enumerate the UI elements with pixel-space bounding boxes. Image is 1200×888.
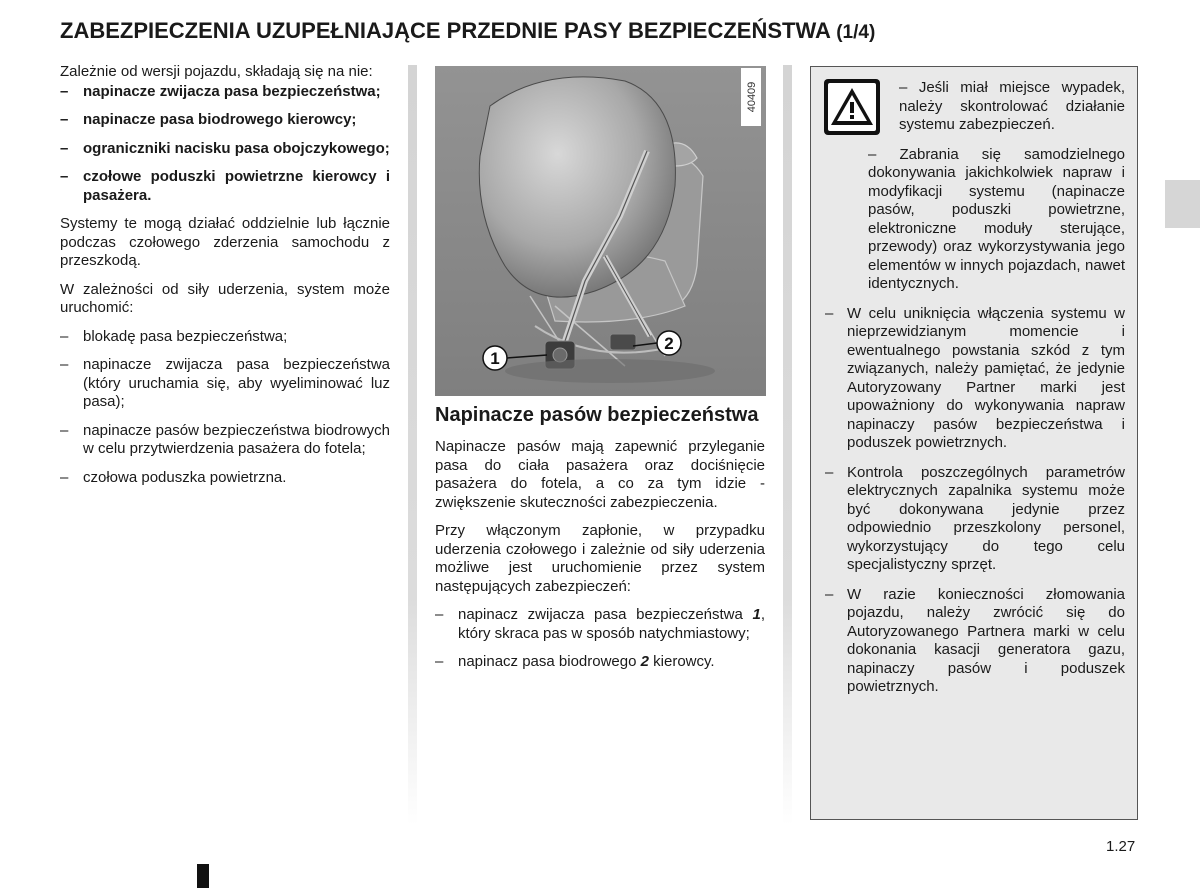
list-item-text: napinacz zwijacza pasa bezpieczeństwa bbox=[458, 606, 743, 623]
list-item: – napinacze zwijacza pasa bezpieczeństwa; bbox=[60, 83, 390, 102]
list-item: – blokadę pasa bezpieczeństwa; bbox=[60, 328, 390, 347]
list-item bbox=[435, 606, 765, 643]
figure-code: 40409 bbox=[746, 81, 758, 113]
warning-paragraph: – Zabrania się samodzielnego dokonywania jakichkolwiek napraw i modyfikacji systemu (napinacze pasów, poduszki powietrzne, elektroniczne moduły sterujące, przewody) oraz wykorzystywania jego elementów w innych pojazdach, nawet identycznych. bbox=[868, 145, 1125, 292]
systems-paragraph: Systemy te mogą działać oddzielnie lub łącznie podczas czołowego zderzenia samochodu z przeszkodą. bbox=[60, 215, 390, 269]
page-title-text: ZABEZPIECZENIA UZUPEŁNIAJĄCE PRZEDNIE PASY BEZPIECZEŃSTWA bbox=[60, 18, 831, 43]
warning-paragraph: – Jeśli miał miejsce wypadek, należy skontrolować działanie systemu zabezpieczeń. bbox=[899, 79, 1125, 133]
list-item: – czołowe poduszki powietrzne kierowcy i pasażera. bbox=[60, 168, 390, 205]
ignition-paragraph: Przy włączonym zapłonie, w przypadku uderzenia czołowego i zależnie od siły uderzenia możliwe jest uruchomienie przez system następujących zabezpieczeń: bbox=[435, 522, 765, 595]
pretensioner-list bbox=[435, 606, 765, 672]
impact-paragraph: W zależności od siły uderzenia, system może uruchomić: bbox=[60, 280, 390, 316]
callout-2-label: 2 bbox=[664, 334, 674, 353]
warning-list-item: – W celu uniknięcia włączenia systemu w nieprzewidzianym momencie i ewentualnego powstania szkód z tym związanych, należy pamiętać, że jedynie Autoryzowany Partner marki jest upoważniony do wykonywania napraw napinaczy pasów bezpieczeństwa i poduszek powietrznych. bbox=[825, 305, 1125, 453]
section-heading: Napinacze pasów bezpieczeństwa bbox=[435, 404, 759, 426]
column-middle bbox=[435, 403, 765, 682]
column-divider bbox=[408, 65, 417, 825]
chapter-tab bbox=[1165, 180, 1200, 228]
list-item: – napinacze zwijacza pasa bezpieczeństwa (który uruchamia się, aby wyeliminować luz pasa); bbox=[60, 356, 390, 412]
crop-mark bbox=[197, 864, 209, 888]
page-title bbox=[60, 18, 875, 44]
reference-number: 1 bbox=[752, 606, 761, 623]
list-item bbox=[435, 653, 765, 672]
page-number: 1.27 bbox=[1106, 838, 1136, 855]
list-item-text: , który skraca pas w sposób natychmiastowy; bbox=[458, 606, 765, 642]
illustration-graphic bbox=[435, 66, 766, 396]
activation-list bbox=[60, 328, 390, 488]
page-title-part: (1/4) bbox=[836, 22, 876, 43]
reference-number: 2 bbox=[640, 653, 649, 670]
column-left bbox=[60, 63, 390, 497]
list-item-text: napinacz pasa biodrowego bbox=[458, 653, 637, 670]
seatbelt-pretensioner-illustration bbox=[435, 66, 766, 396]
column-divider bbox=[783, 65, 792, 825]
warning-list-item: – Kontrola poszczególnych parametrów elektrycznych zapalnika systemu może być dokonywana jedynie przez odpowiednio przeszkolony personel, wykorzystujący do tego celu specjalistyczny sprzęt. bbox=[825, 464, 1125, 575]
list-item: – napinacze pasów bezpieczeństwa biodrowych w celu przytwierdzenia pasażera do fotela; bbox=[60, 422, 390, 459]
warning-list-item: – W razie konieczności złomowania pojazdu, należy zwrócić się do Autoryzowanego Partnera marki w celu dokonania kasacji generatora gazu, napinaczy pasów i poduszek powietrznych. bbox=[825, 586, 1125, 697]
warning-box bbox=[810, 66, 1138, 820]
list-item: – ograniczniki nacisku pasa obojczykowego; bbox=[60, 140, 390, 159]
list-item: – czołowa poduszka powietrzna. bbox=[60, 469, 390, 488]
intro-paragraph: Zależnie od wersji pojazdu, składają się na nie: bbox=[60, 63, 373, 80]
bold-list bbox=[60, 83, 390, 206]
callout-1-label: 1 bbox=[490, 349, 500, 368]
warning-text bbox=[847, 79, 1125, 708]
list-item: – napinacze pasa biodrowego kierowcy; bbox=[60, 111, 390, 130]
pretensioner-paragraph: Napinacze pasów mają zapewnić przyleganie pasa do ciała pasażera oraz dociśnięcie pasażera do fotela, a co za tym idzie - zwiększenie skuteczności zabezpieczenia. bbox=[435, 438, 765, 511]
list-item-text: kierowcy. bbox=[653, 653, 715, 670]
